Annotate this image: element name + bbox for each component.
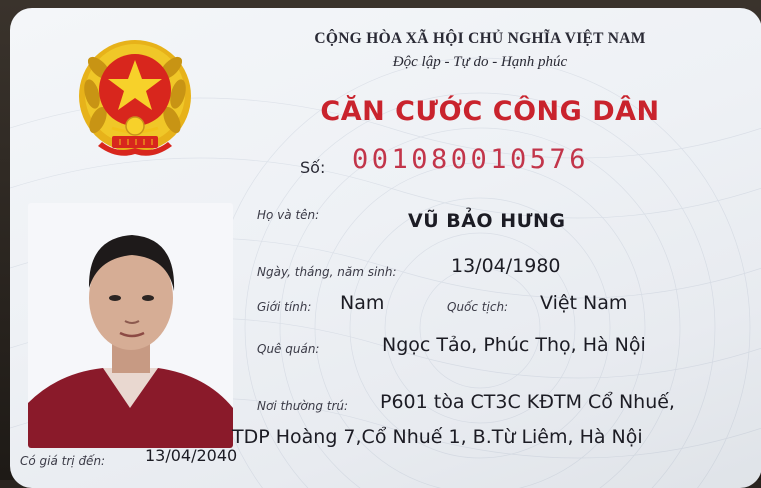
id-number-value: 001080010576 — [352, 144, 590, 175]
residence-line2: TDP Hoàng 7,Cổ Nhuế 1, B.Từ Liêm, Hà Nội — [232, 426, 643, 448]
nationality-label: Quốc tịch: — [447, 300, 509, 314]
dob-label: Ngày, tháng, năm sinh: — [257, 265, 397, 279]
id-number-label: Số: — [300, 158, 326, 177]
full-name-label: Họ và tên: — [257, 208, 320, 222]
hometown-value: Ngọc Tảo, Phúc Thọ, Hà Nội — [382, 334, 646, 356]
nation-title: CỘNG HÒA XÃ HỘI CHỦ NGHĨA VIỆT NAM — [314, 30, 646, 47]
dob-value: 13/04/1980 — [451, 255, 561, 277]
hometown-label: Quê quán: — [257, 342, 320, 356]
residence-label: Nơi thường trú: — [257, 399, 349, 413]
sex-value: Nam — [340, 292, 385, 314]
portrait-photo — [28, 203, 233, 448]
national-motto: Độc lập - Tự do - Hạnh phúc — [392, 54, 568, 70]
national-emblem-icon — [72, 36, 198, 166]
full-name-value: VŨ BẢO HƯNG — [408, 210, 566, 232]
residence-line1: P601 tòa CT3C KĐTM Cổ Nhuế, — [380, 391, 675, 413]
card-title: CĂN CƯỚC CÔNG DÂN — [320, 96, 660, 127]
id-card — [10, 8, 761, 488]
sex-label: Giới tính: — [257, 300, 312, 314]
expiry-label: Có giá trị đến: — [20, 454, 106, 468]
expiry-value: 13/04/2040 — [145, 446, 238, 465]
nationality-value: Việt Nam — [540, 292, 628, 314]
